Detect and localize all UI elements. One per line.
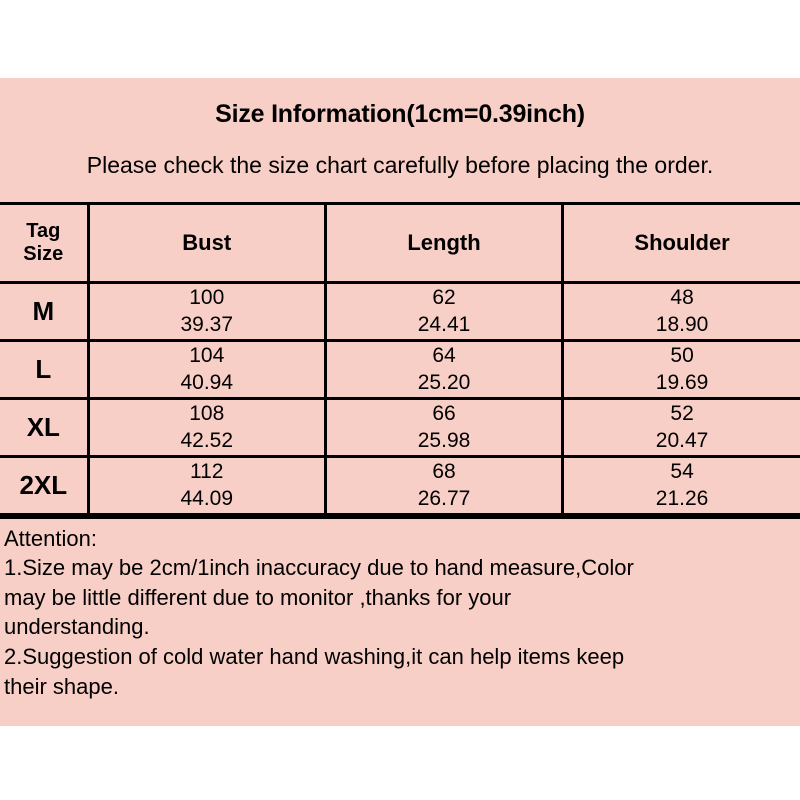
cell-bust-cm: 112 (88, 456, 325, 485)
cell-length-cm: 66 (325, 398, 562, 427)
cell-length-cm: 68 (325, 456, 562, 485)
size-table-container (0, 202, 800, 519)
cell-bust-inch: 44.09 (88, 485, 325, 515)
column-header-shoulder: Shoulder (563, 205, 800, 283)
cell-shoulder-cm: 54 (563, 456, 800, 485)
table-row (0, 282, 800, 311)
table-row (0, 398, 800, 427)
cell-length-cm: 64 (325, 340, 562, 369)
cell-bust-inch: 40.94 (88, 369, 325, 399)
size-table (0, 205, 800, 516)
cell-bust-inch: 39.37 (88, 311, 325, 341)
table-row (0, 340, 800, 369)
row-size-label: L (0, 340, 88, 398)
cell-length-inch: 25.98 (325, 427, 562, 457)
cell-length-inch: 25.20 (325, 369, 562, 399)
cell-shoulder-inch: 21.26 (563, 485, 800, 515)
attention-line-1: 1.Size may be 2cm/1inch inaccuracy due to hand measure,Color (4, 555, 634, 581)
cell-shoulder-cm: 48 (563, 282, 800, 311)
cell-bust-inch: 42.52 (88, 427, 325, 457)
subtitle-text: Please check the size chart carefully before placing the order. (86, 152, 714, 178)
cell-shoulder-inch: 19.69 (563, 369, 800, 399)
cell-length-cm: 62 (325, 282, 562, 311)
cell-bust-cm: 108 (88, 398, 325, 427)
column-header-length: Length (325, 205, 562, 283)
row-size-label: M (0, 282, 88, 340)
table-row (0, 456, 800, 485)
cell-length-inch: 24.41 (325, 311, 562, 341)
row-size-label: XL (0, 398, 88, 456)
table-row (0, 485, 800, 515)
cell-shoulder-cm: 50 (563, 340, 800, 369)
attention-line-5: their shape. (4, 673, 119, 699)
cell-length-inch: 26.77 (325, 485, 562, 515)
column-header-tag-size (0, 205, 88, 283)
attention-line-3: understanding. (4, 614, 150, 640)
page-title: Size Information(1cm=0.39inch) (215, 100, 585, 128)
attention-heading: Attention: (4, 525, 97, 551)
cell-shoulder-inch: 18.90 (563, 311, 800, 341)
table-header-row (0, 205, 800, 283)
tag-header-line-2: Size (23, 242, 64, 265)
row-size-label: 2XL (0, 456, 88, 514)
tag-header-line-1: Tag (26, 219, 61, 242)
cell-shoulder-cm: 52 (563, 398, 800, 427)
size-information-card (0, 78, 800, 726)
cell-bust-cm: 104 (88, 340, 325, 369)
attention-line-2: may be little different due to monitor ,thanks for your (4, 584, 512, 610)
table-row (0, 311, 800, 341)
attention-line-4: 2.Suggestion of cold water hand washing,it can help items keep (4, 643, 625, 669)
cell-shoulder-inch: 20.47 (563, 427, 800, 457)
attention-section (0, 519, 800, 702)
column-header-bust: Bust (88, 205, 325, 283)
table-row (0, 427, 800, 457)
table-row (0, 369, 800, 399)
cell-bust-cm: 100 (88, 282, 325, 311)
